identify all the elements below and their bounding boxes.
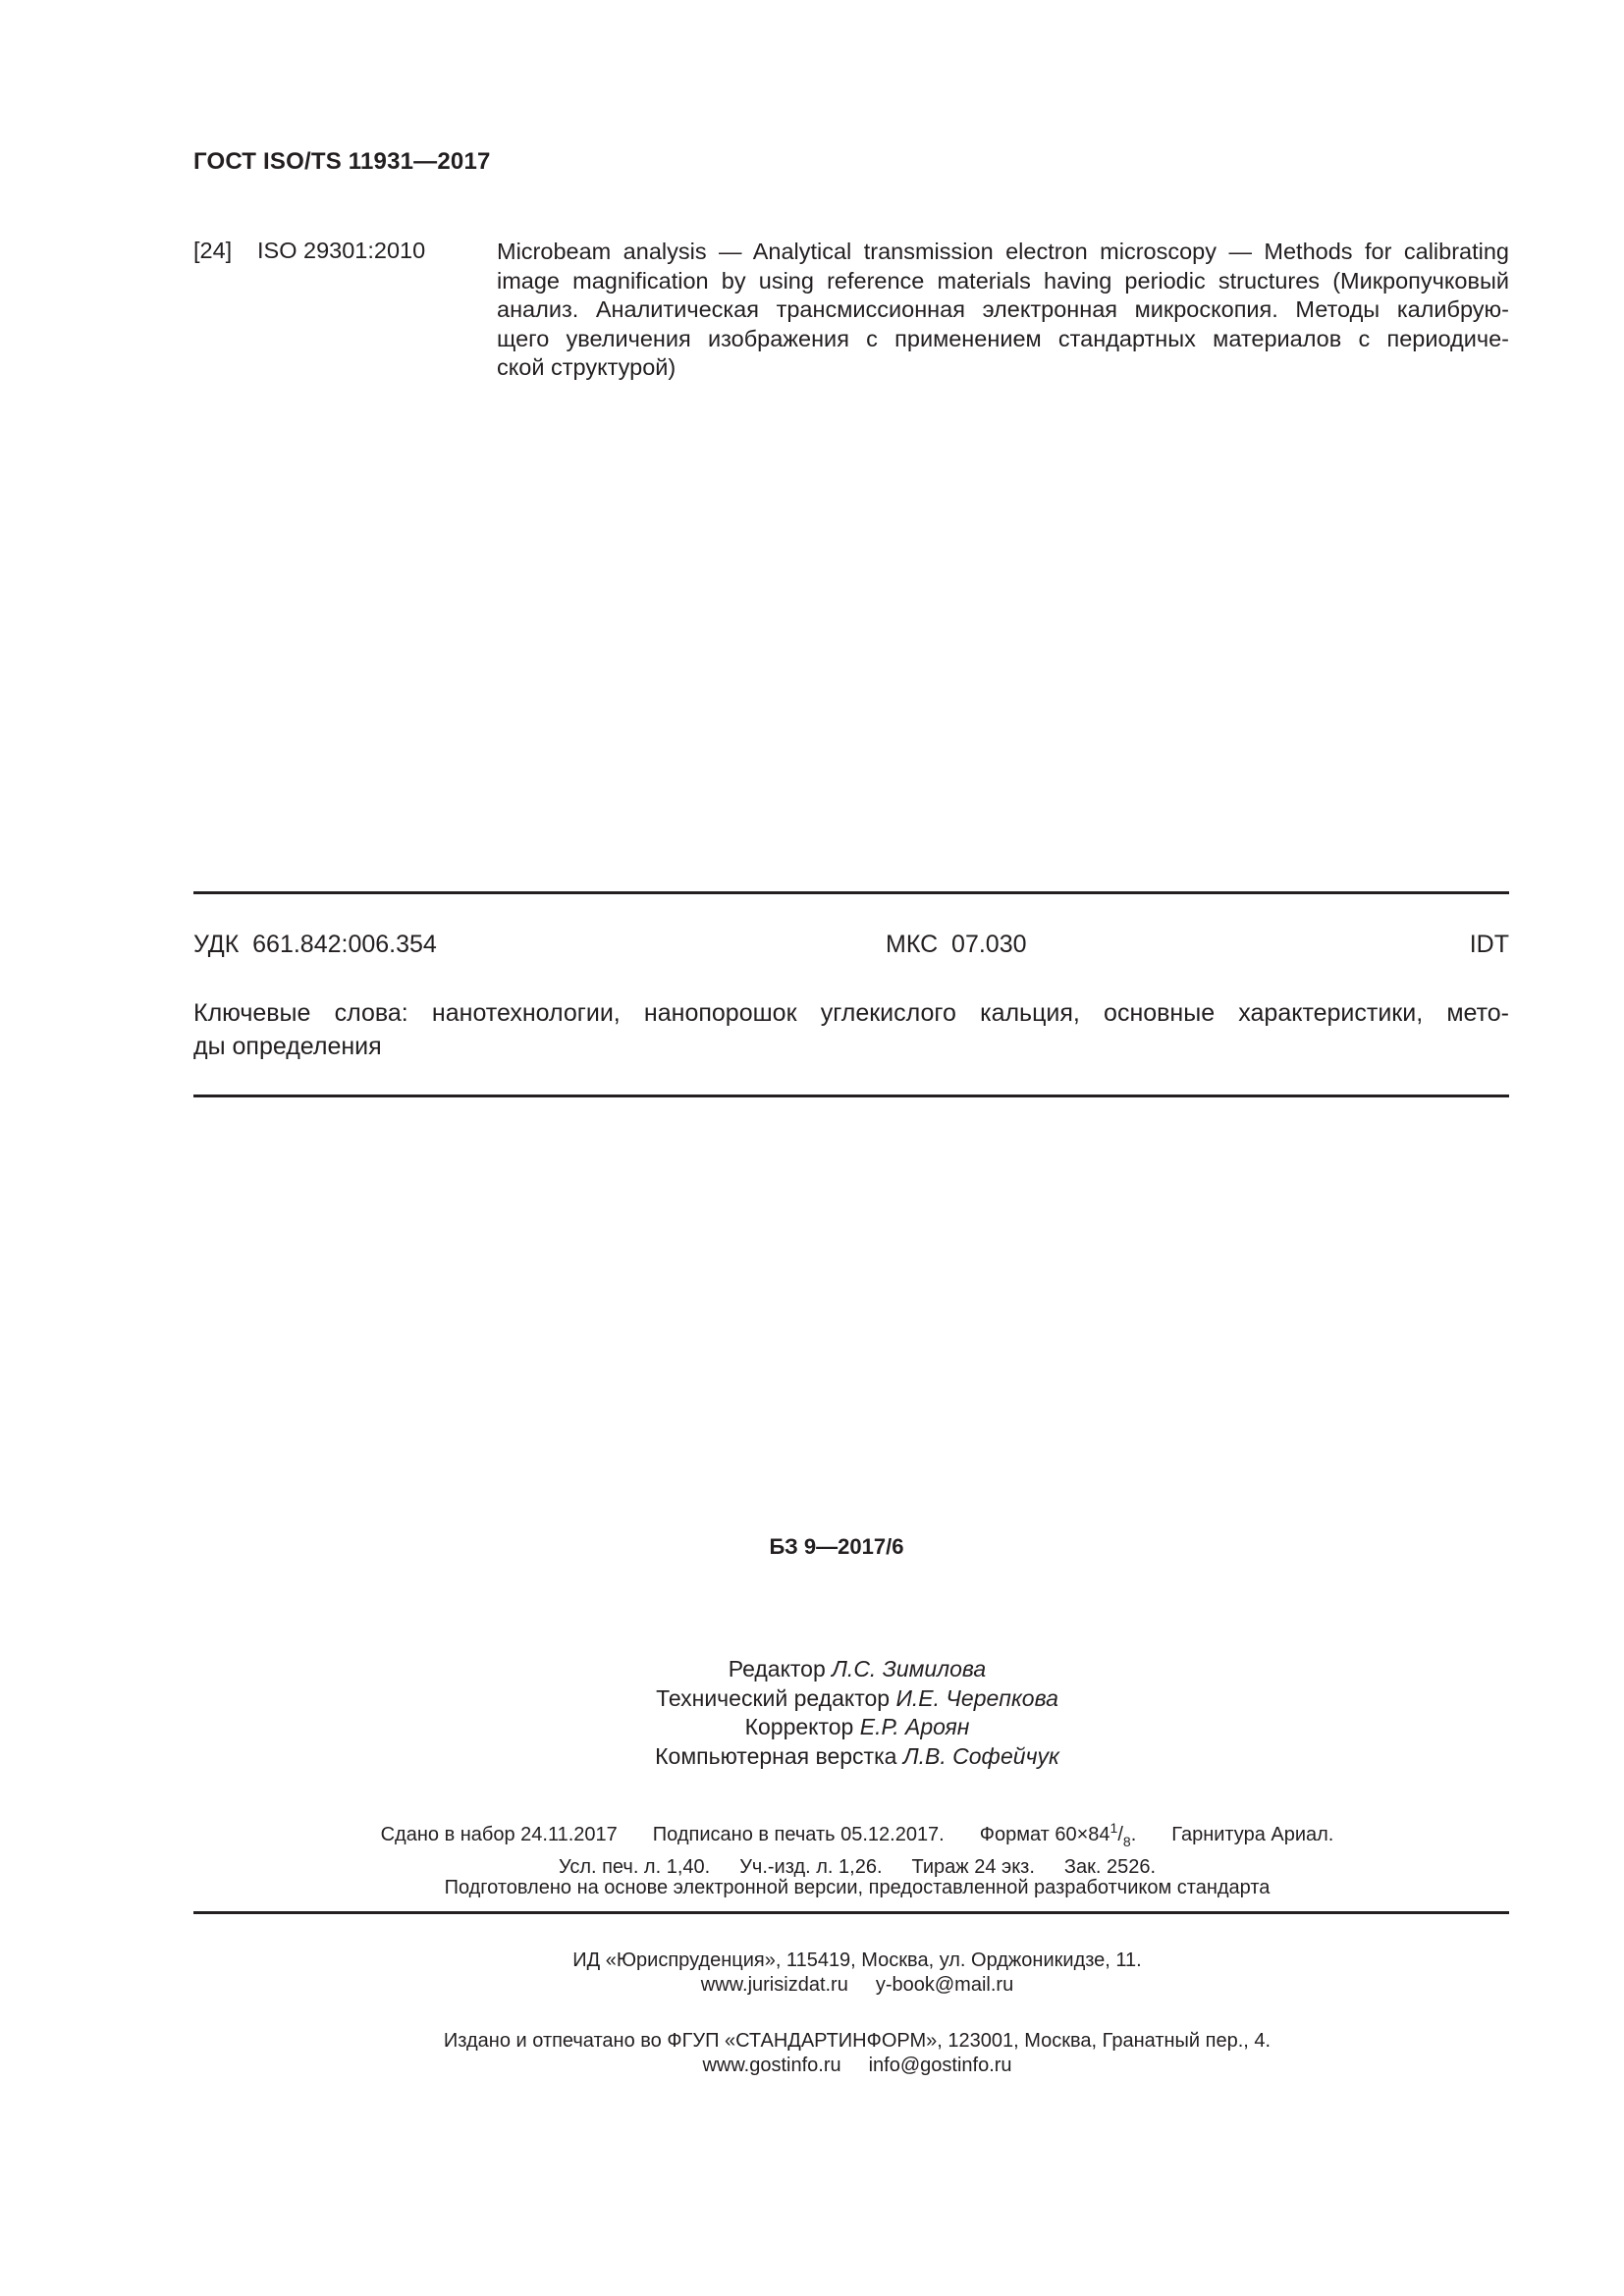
publisher-info [0, 1949, 1624, 1998]
format-numerator: 1 [1110, 1820, 1118, 1836]
submitted-date: Сдано в набор 24.11.2017 [380, 1824, 618, 1845]
bibliography-entry-code: ISO 29301:2010 [257, 238, 426, 263]
credit-layout [90, 1742, 1624, 1772]
prepared-note: Подготовлено на основе электронной версии, предоставленной разработчиком стандарта [444, 1877, 1271, 1898]
editorial-credits [0, 1655, 1624, 1771]
credit-role: Компьютерная верстка [655, 1742, 897, 1769]
printer-info [0, 2029, 1624, 2078]
divider-middle [193, 1095, 1509, 1097]
credit-name: Е.Р. Ароян [859, 1714, 970, 1739]
text-line: image magnification by using reference materials having periodic structures (Микропучковый [497, 267, 1509, 294]
format-suffix: . [1130, 1824, 1137, 1845]
text-line: ды определения [193, 1033, 382, 1060]
printer-email-link[interactable]: info@gostinfo.ru [868, 2055, 1012, 2076]
bz-number: БЗ 9—2017/6 [769, 1534, 904, 1559]
credit-proofreader [90, 1713, 1624, 1742]
printer-website-link[interactable]: www.gostinfo.ru [702, 2055, 841, 2076]
text-line: ской структурой) [497, 354, 677, 380]
publisher-contacts [90, 1973, 1624, 1998]
classification-row [193, 931, 1509, 960]
divider-bottom [193, 1911, 1509, 1914]
keywords [193, 996, 1509, 1063]
printer-contacts [90, 2054, 1624, 2078]
bibliography-entry-number: [24] [193, 238, 233, 263]
print-details [0, 1815, 1624, 1880]
text-line: щего увеличения изображения с применением стандартных материалов с периодиче- [497, 325, 1509, 351]
text-line: Microbeam analysis — Analytical transmission electron microscopy — Methods for calibrating [497, 239, 1509, 264]
publisher-address: ИД «Юриспруденция», 115419, Москва, ул. Орджоникидзе, 11. [572, 1949, 1142, 1971]
credit-role: Корректор [744, 1714, 854, 1739]
publisher-sheets: Уч.-изд. л. 1,26. [739, 1856, 883, 1878]
credit-editor [90, 1655, 1624, 1684]
credit-role: Технический редактор [656, 1684, 891, 1711]
divider-top [193, 891, 1509, 894]
credit-name: Л.В. Софейчук [902, 1742, 1059, 1769]
credit-role: Редактор [728, 1656, 826, 1682]
document-header-title: ГОСТ ISO/TS 11931—2017 [193, 148, 491, 175]
udk-code: УДК 661.842:006.354 [193, 931, 437, 958]
signed-date: Подписано в печать 05.12.2017. [652, 1824, 945, 1845]
typeface: Гарнитура Ариал. [1171, 1824, 1334, 1845]
format-prefix: Формат 60×84 [979, 1824, 1110, 1845]
print-sheets: Усл. печ. л. 1,40. [558, 1856, 711, 1878]
text-line: Ключевые слова: нанотехнологии, нанопорошок углекислого кальция, основные характеристики, мето- [193, 999, 1509, 1027]
correspondence-degree: IDT [1469, 931, 1509, 958]
bibliography-entry-title [497, 238, 1509, 383]
printer-address: Издано и отпечатано во ФГУП «СТАНДАРТИНФОРМ», 123001, Москва, Гранатный пер., 4. [443, 2030, 1272, 2052]
credit-name: И.Е. Черепкова [895, 1684, 1058, 1711]
credit-name: Л.С. Зимилова [832, 1656, 987, 1682]
publisher-website-link[interactable]: www.jurisizdat.ru [700, 1974, 848, 1996]
publisher-email-link[interactable]: y-book@mail.ru [875, 1974, 1014, 1996]
mks-code: МКС 07.030 [886, 931, 1027, 958]
format-denominator: 8 [1122, 1834, 1131, 1849]
print-details-line-1 [90, 1815, 1624, 1854]
paper-format: Формат $60\times 84^1/_8$. [979, 1820, 1137, 1849]
circulation: Тираж 24 экз. [911, 1856, 1035, 1878]
text-line: анализ. Аналитическая трансмиссионная электронная микроскопия. Методы калибрую- [497, 296, 1509, 322]
order-number: Зак. 2526. [1063, 1856, 1157, 1878]
credit-technical-editor [90, 1684, 1624, 1714]
